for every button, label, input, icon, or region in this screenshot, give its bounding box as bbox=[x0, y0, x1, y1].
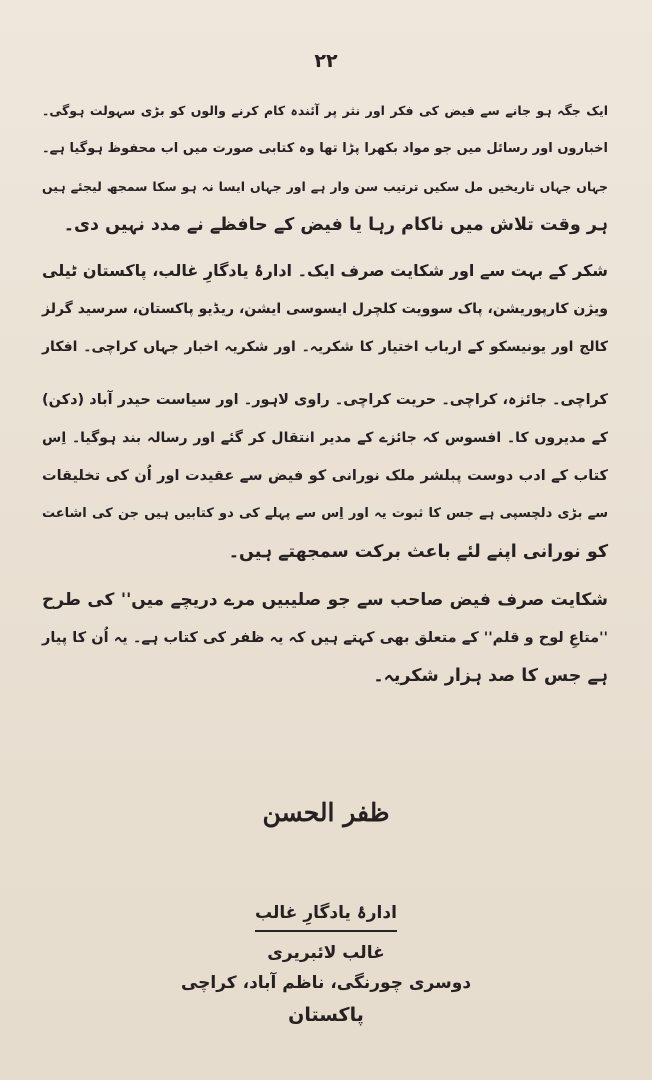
body-text bbox=[42, 92, 608, 695]
address-country: پاکستان bbox=[288, 1004, 364, 1026]
text-line: ایک جگہ ہو جانے سے فیض کی فکر اور نثر پر آئندہ کام کرنے والوں کو بڑی سہولت ہوگی۔ bbox=[42, 103, 608, 118]
text-line: شکایت صرف فیض صاحب سے جو صلیبیں مرے دریچے میں'' کی طرح bbox=[42, 590, 608, 610]
paragraph-2 bbox=[42, 252, 608, 366]
text-line: اخباروں اور رسائل میں جو مواد بکھرا پڑا تھا وہ کتابی صورت میں اب محفوظ ہوگیا ہے۔ bbox=[42, 141, 608, 156]
text-line: ہے جس کا صد ہزار شکریہ۔ bbox=[373, 666, 608, 686]
page-number: ۲۲ bbox=[314, 50, 338, 72]
text-line: جہاں جہاں تاریخیں مل سکیں ترتیب سن وار ہے اور جہاں ایسا نہ ہو سکا سمجھ لیجئے ہیں bbox=[42, 179, 608, 194]
address-library: غالب لائبریری bbox=[267, 943, 385, 963]
address-street: دوسری چورنگی، ناظم آباد، کراچی bbox=[180, 973, 472, 993]
paragraph-4 bbox=[42, 581, 608, 695]
address-divider bbox=[255, 930, 397, 932]
text-line: ویژن کارپوریشن، پاک سوویت کلچرل ایسوسی ایشن، ریڈیو پاکستان، سرسید گرلز bbox=[42, 301, 608, 317]
text-line: شکر کے بہت سے اور شکایت صرف ایک۔ ادارۂ یادگارِ غالب، پاکستان ٹیلی bbox=[42, 261, 608, 280]
text-line: کے مدیروں کا۔ افسوس کہ جائزے کے مدیر انتقال کر گئے اور رسالہ بند ہوگیا۔ اِس bbox=[42, 430, 608, 446]
text-line: کراچی۔ جائزہ، کراچی۔ حریت کراچی۔ راوی لاہور۔ اور سیاست حیدر آباد (دکن) bbox=[42, 392, 608, 408]
paragraph-3 bbox=[42, 381, 608, 571]
address-institution: ادارۂ یادگارِ غالب bbox=[255, 903, 397, 923]
text-line: ''متاعِ لوح و قلم'' کے متعلق بھی کہتے ہیں کہ یہ ظفر کی کتاب ہے۔ یہ اُن کا پیار bbox=[42, 630, 608, 646]
text-line: کو نورانی اپنے لئے باعث برکت سمجھتے ہیں۔ bbox=[228, 542, 608, 562]
text-line: کالج اور یونیسکو کے ارباب اختیار کا شکریہ۔ اور شکریہ اخبار جہاں کراچی۔ افکار bbox=[42, 339, 608, 355]
text-line: سے بڑی دلچسپی ہے جس کا ثبوت یہ اور اِس سے پہلے کی دو کتابیں ہیں جن کی اشاعت bbox=[42, 506, 608, 521]
text-line: کتاب کے ادب دوست پبلشر ملک نورانی کو فیض سے عقیدت اور اُن کی تخلیقات bbox=[42, 468, 608, 484]
author-signature: ظفر الحسن bbox=[262, 798, 390, 827]
paragraph-1 bbox=[42, 92, 608, 244]
text-line: ہر وقت تلاش میں ناکام رہا یا فیض کے حافظے نے مدد نہیں دی۔ bbox=[63, 215, 608, 235]
address-block bbox=[0, 898, 652, 1032]
